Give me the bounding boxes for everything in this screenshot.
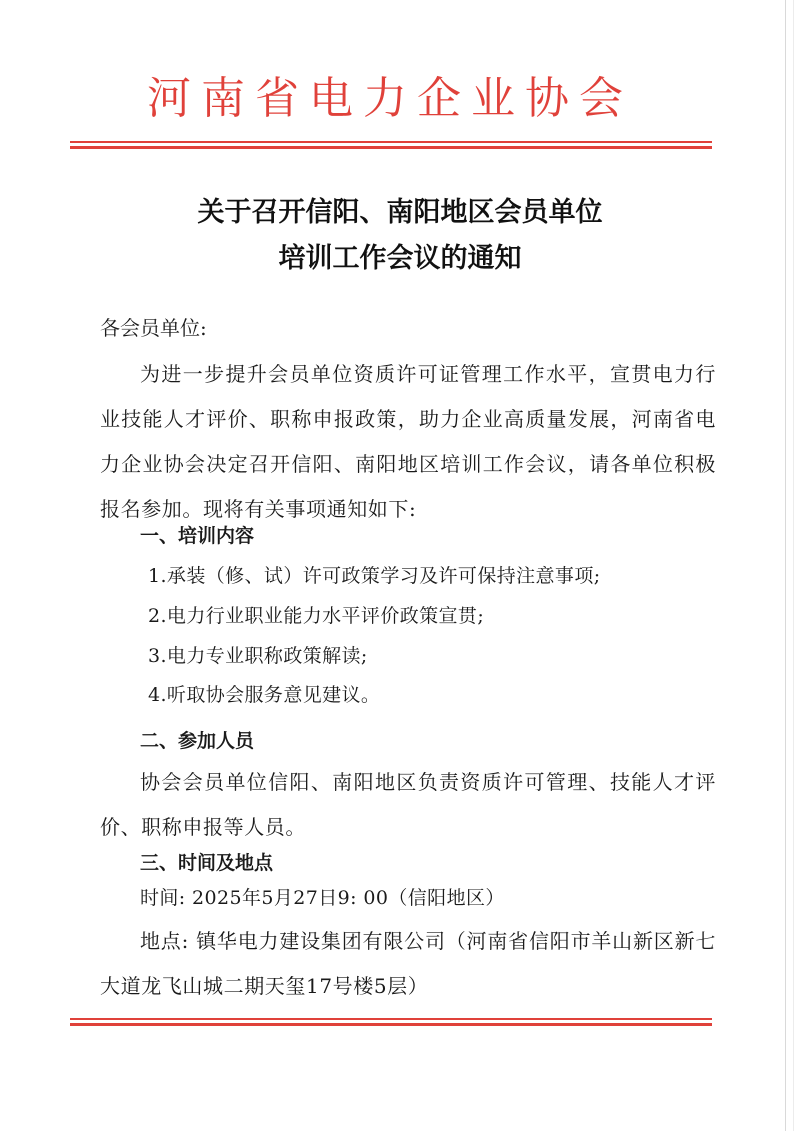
participants-paragraph: 协会会员单位信阳、南阳地区负责资质许可管理、技能人才评价、职称申报等人员。: [100, 770, 716, 839]
scan-edge-line: [785, 0, 786, 1131]
letterhead-org-name: 河南省电力企业协会: [147, 73, 633, 124]
intro-paragraph: 为进一步提升会员单位资质许可证管理工作水平，宣贯电力行业技能人才评价、职称申报政策，助力企业高质量发展，河南省电力企业协会决定召开信阳、南阳地区培训工作会议，请各单位积极报名参加。现将有关事项通知如下:: [100, 362, 716, 521]
salutation: 各会员单位:: [100, 316, 207, 340]
list-item: 1.承装（修、试）许可政策学习及许可保持注意事项;: [148, 565, 601, 587]
document-title-line-2: 培训工作会议的通知: [278, 243, 522, 274]
document-title-line-1: 关于召开信阳、南阳地区会员单位: [197, 197, 603, 228]
list-item: 3.电力专业职称政策解读;: [148, 645, 368, 667]
letterhead-rule-thin: [70, 141, 712, 143]
scan-edge-line-secondary: [793, 0, 794, 1131]
list-item: 4.听取协会服务意见建议。: [148, 684, 381, 706]
meeting-time: 时间: 2025年5月27日9: 00（信阳地区）: [140, 887, 505, 909]
section-heading-training-content: 一、培训内容: [140, 525, 255, 547]
section-heading-participants: 二、参加人员: [140, 730, 255, 752]
meeting-location: 地点: 镇华电力建设集团有限公司（河南省信阳市羊山新区新七大道龙飞山城二期天玺17号楼5层）: [100, 929, 716, 998]
section-heading-time-location: 三、时间及地点: [140, 852, 274, 874]
footer-rule-thin: [70, 1018, 712, 1020]
letterhead-rule-thick: [70, 146, 712, 149]
list-item: 2.电力行业职业能力水平评价政策宣贯;: [148, 605, 485, 627]
footer-rule-thick: [70, 1023, 712, 1026]
document-title: [60, 190, 740, 282]
